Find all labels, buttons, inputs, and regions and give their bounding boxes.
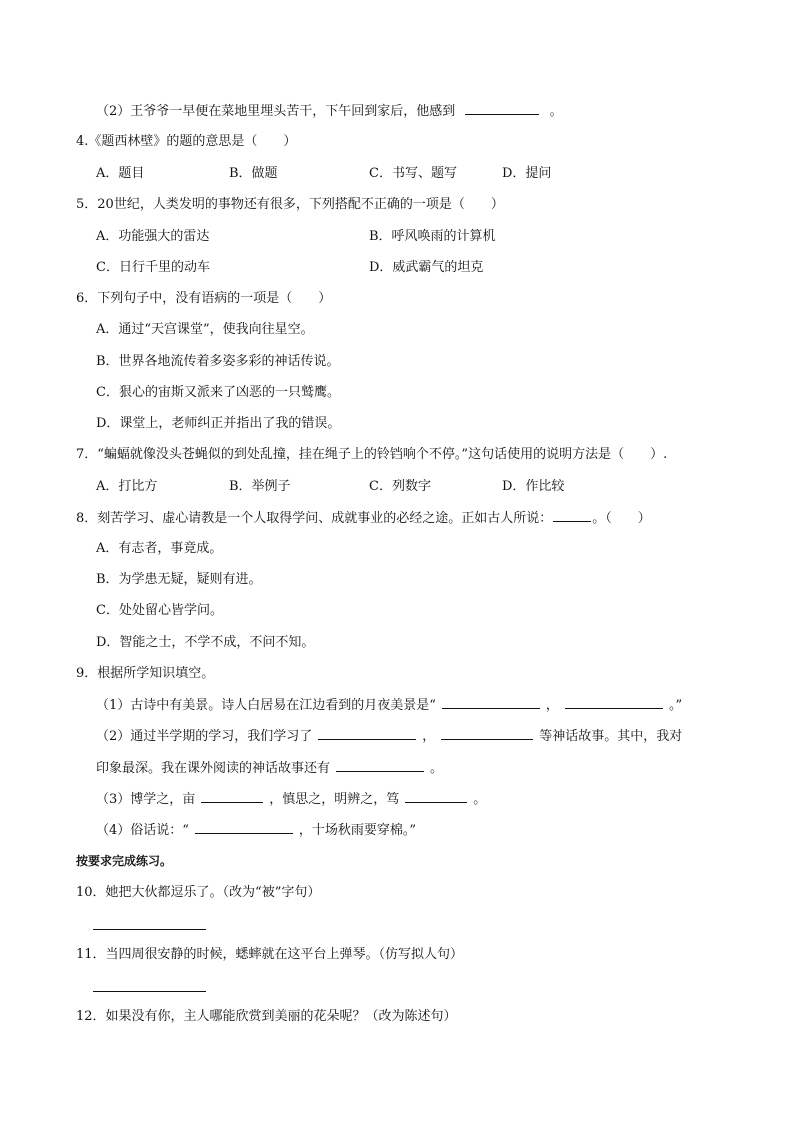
q3-part2: （2）王爷爷一早便在菜地里埋头苦干，下午回到家后，他感到 。: [96, 104, 563, 119]
answer-blank[interactable]: [441, 727, 533, 740]
section-title: 按要求完成练习。: [76, 854, 173, 868]
question-4-stem: 4.《题西林壁》的题的意思是（ ）: [76, 134, 297, 149]
question-5-stem: 5．20世纪，人类发明的事物还有很多，下列搭配不正确的一项是（ ）: [76, 197, 504, 212]
q6-option-a[interactable]: A．通过“天宫课堂”，使我向往星空。: [96, 322, 314, 337]
q4-option-c[interactable]: C．书写、题写: [369, 166, 457, 181]
q5-option-d[interactable]: D．威武霸气的坦克: [369, 260, 484, 275]
q7-option-b[interactable]: B．举例子: [229, 479, 291, 494]
q5-option-c[interactable]: C．日行千里的动车: [96, 260, 210, 275]
question-6-stem: 6．下列句子中，没有语病的一项是（ ）: [76, 291, 332, 306]
answer-blank[interactable]: [565, 696, 663, 709]
answer-blank[interactable]: [405, 790, 467, 803]
q6-option-d[interactable]: D．课堂上，老师纠正并指出了我的错误。: [96, 416, 341, 431]
question-7-stem: 7．“蝙蝠就像没头苍蝇似的到处乱撞，挂在绳子上的铃铛响个不停。”这句话使用的说明方法是（ ）.: [76, 447, 668, 462]
q5-option-b[interactable]: B．呼风唤雨的计算机: [369, 229, 496, 244]
q6-option-b[interactable]: B．世界各地流传着多姿多彩的神话传说。: [96, 354, 340, 369]
q7-option-c[interactable]: C．列数字: [369, 479, 431, 494]
question-8-stem: 8．刻苦学习、虚心请教是一个人取得学问、成就事业的必经之途。正如古人所说： 。（ ）: [76, 511, 651, 526]
question-9-stem: 9．根据所学知识填空。: [76, 666, 215, 681]
q8-option-a[interactable]: A．有志者，事竟成。: [96, 541, 223, 556]
answer-blank[interactable]: [201, 790, 263, 803]
question-12: 12．如果没有你，主人哪能欣赏到美丽的花朵呢？（改为陈述句）: [76, 1009, 457, 1024]
q6-option-c[interactable]: C．狠心的宙斯又派来了凶恶的一只鹫鹰。: [96, 385, 340, 400]
answer-blank[interactable]: [442, 696, 540, 709]
answer-blank[interactable]: [465, 102, 539, 115]
question-11: 11．当四周很安静的时候，蟋蟀就在这平台上弹琴。（仿写拟人句）: [76, 947, 464, 962]
q8-option-d[interactable]: D．智能之士，不学不成，不问不知。: [96, 635, 315, 650]
q9-part4: （4）俗话说：“ ，十场秋雨要穿棉。”: [96, 823, 417, 838]
answer-blank[interactable]: [336, 759, 424, 772]
q4-option-a[interactable]: A．题目: [96, 166, 145, 181]
q11-answer-line[interactable]: [93, 991, 206, 992]
answer-blank[interactable]: [553, 509, 591, 522]
q10-answer-line[interactable]: [93, 929, 206, 930]
q4-option-b[interactable]: B．做题: [229, 166, 278, 181]
q4-option-d[interactable]: D．提问: [502, 166, 552, 181]
answer-blank[interactable]: [195, 821, 293, 834]
question-10: 10．她把大伙都逗乐了。（改为“被”字句）: [76, 885, 321, 900]
answer-blank[interactable]: [318, 727, 416, 740]
q9-part2: （2）通过半学期的学习，我们学习了 ， 等神话故事。其中，我对: [96, 729, 683, 744]
q5-option-a[interactable]: A．功能强大的雷达: [96, 229, 210, 244]
q8-option-c[interactable]: C．处处留心皆学问。: [96, 603, 223, 618]
q9-part2-line2: 印象最深。我在课外阅读的神话故事还有 。: [96, 761, 444, 776]
q8-option-b[interactable]: B．为学患无疑，疑则有进。: [96, 572, 262, 587]
q9-part1: （1）古诗中有美景。诗人白居易在江边看到的月夜美景是“ ， 。”: [96, 698, 683, 713]
q7-option-a[interactable]: A．打比方: [96, 479, 158, 494]
q9-part3: （3）博学之，亩 ，慎思之，明辨之，笃 。: [96, 792, 487, 807]
q7-option-d[interactable]: D．作比较: [502, 479, 565, 494]
